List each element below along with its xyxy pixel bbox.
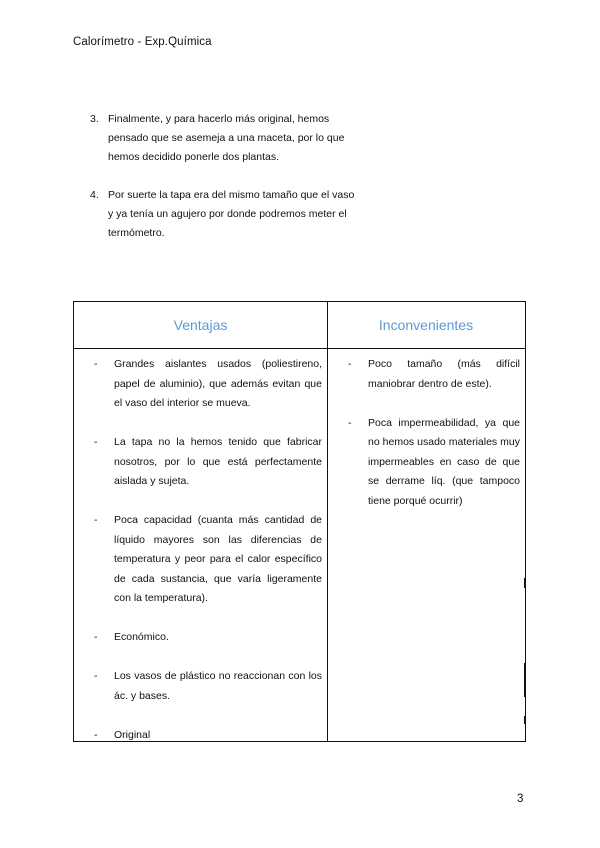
ventaja-text: La tapa no la hemos tenido que fabricar nosotros, por lo que está perfectamente aislada y sujeta. bbox=[114, 436, 322, 487]
bullet: - bbox=[94, 670, 98, 682]
inconveniente-item bbox=[348, 414, 520, 512]
inconveniente-item bbox=[348, 355, 520, 394]
header-row-divider bbox=[74, 348, 525, 349]
column-divider bbox=[327, 302, 328, 741]
bullet: - bbox=[94, 436, 98, 448]
ventaja-text: Los vasos de plástico no reaccionan con los ác. y bases. bbox=[114, 670, 322, 702]
numbered-list bbox=[90, 110, 360, 262]
item-number: 4. bbox=[90, 189, 99, 201]
numbered-item bbox=[90, 186, 360, 243]
ventaja-text: Original bbox=[114, 728, 151, 741]
item-text: Finalmente, y para hacerlo más original, hemos pensado que se asemeja a una maceta, por lo que hemos decidido ponerle dos plantas. bbox=[108, 113, 345, 163]
document-header-title: Calorímetro - Exp.Química bbox=[73, 36, 212, 48]
numbered-item bbox=[90, 110, 360, 167]
bullet: - bbox=[94, 728, 98, 741]
ventaja-item bbox=[94, 355, 322, 414]
ventaja-item bbox=[94, 511, 322, 609]
ventaja-item bbox=[94, 726, 322, 746]
item-text: Por suerte la tapa era del mismo tamaño que el vaso y ya tenía un agujero por donde podremos meter el termómetro. bbox=[108, 189, 355, 239]
ventaja-item bbox=[94, 628, 322, 648]
bullet: - bbox=[348, 358, 352, 370]
page-number: 3 bbox=[517, 793, 524, 805]
header-ventajas: Ventajas bbox=[173, 317, 228, 333]
inconveniente-text: Poca impermeabilidad, ya que no hemos usado materiales muy impermeables en caso de que se derrame líq. (que tampoco tiene porqué ocurrir) bbox=[368, 416, 520, 507]
bullet: - bbox=[94, 514, 98, 526]
bullet: - bbox=[94, 631, 98, 643]
bullet: - bbox=[94, 358, 98, 370]
ventaja-text: Grandes aislantes usados (poliestireno, papel de aluminio), que además evitan que el vaso del interior se mueva. bbox=[114, 358, 322, 409]
ventaja-item bbox=[94, 667, 322, 706]
inconveniente-text: Poco tamaño (más difícil maniobrar dentro de este). bbox=[368, 358, 520, 390]
table-edge-mark bbox=[524, 716, 526, 724]
bullet: - bbox=[348, 416, 352, 429]
table-edge-mark bbox=[524, 663, 526, 697]
ventaja-text: Poca capacidad (cuanta más cantidad de líquido mayores son las diferencias de temperatura y peor para el calor específico de cada sustancia, que varía ligeramente con la temperatura). bbox=[114, 514, 322, 604]
inconvenientes-list bbox=[348, 355, 520, 531]
ventajas-list bbox=[94, 355, 322, 765]
header-inconvenientes: Inconvenientes bbox=[378, 317, 474, 333]
comparison-table bbox=[73, 301, 526, 742]
ventaja-text: Económico. bbox=[114, 631, 169, 643]
ventaja-item bbox=[94, 433, 322, 492]
item-number: 3. bbox=[90, 113, 99, 125]
table-edge-mark bbox=[524, 578, 526, 588]
